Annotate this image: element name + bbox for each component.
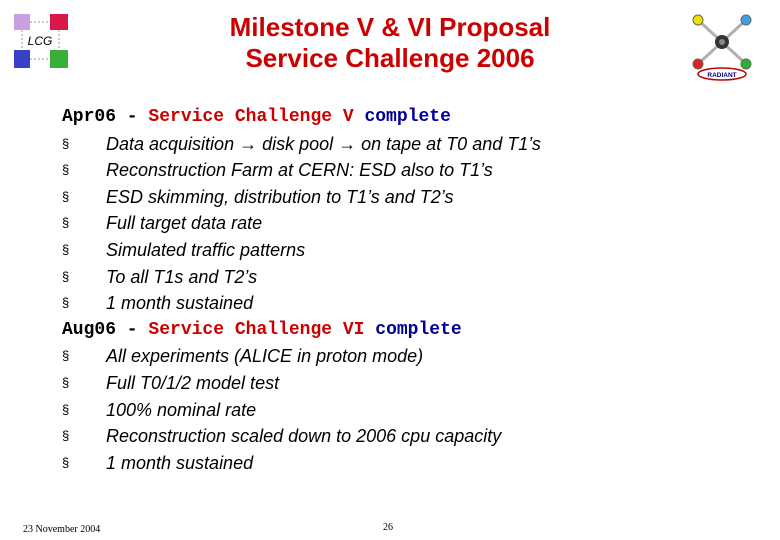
list-item (62, 397, 762, 424)
bullet-marker: § (62, 401, 70, 417)
list-item-text: Full T0/1/2 model test (106, 372, 280, 393)
list-item-text: 1 month sustained (106, 452, 254, 473)
radiant-logo (688, 10, 756, 82)
list-item-text: All experiments (ALICE in proton mode) (106, 346, 424, 367)
list-item (62, 423, 762, 450)
list-item-text: Data acquisition → disk pool → on tape at T0 and T1’s (106, 133, 541, 154)
list-item (62, 237, 762, 264)
section-date: Aug06 - (62, 319, 149, 340)
list-item (62, 290, 762, 317)
list-item-text: To all T1s and T2’s (106, 266, 258, 287)
bullet-marker: § (62, 268, 70, 284)
bullet-marker: § (62, 188, 70, 204)
list-item (62, 264, 762, 291)
title-line-2: Service Challenge 2006 (245, 43, 535, 73)
list-item-text: Simulated traffic patterns (106, 239, 306, 260)
list-item-text: Reconstruction scaled down to 2006 cpu capacity (106, 426, 502, 447)
list-item-text: Reconstruction Farm at CERN: ESD also to T1’s (106, 160, 493, 181)
bullet-marker: § (62, 215, 70, 231)
section-status: complete (364, 319, 462, 340)
slide-content (62, 104, 762, 476)
section-heading-aug06 (62, 317, 762, 344)
bullet-marker: § (62, 162, 70, 178)
list-item (62, 450, 762, 477)
title-line-1: Milestone V & VI Proposal (229, 12, 551, 42)
section-heading-apr06 (62, 104, 762, 131)
list-item-text: 100% nominal rate (106, 399, 257, 420)
section-challenge-name: Service Challenge V (148, 107, 354, 127)
section-status: complete (353, 107, 451, 127)
list-item-text: 1 month sustained (106, 293, 254, 314)
section-date: Apr06 - (62, 107, 149, 127)
list-item (62, 157, 762, 184)
bullet-marker: § (62, 295, 70, 311)
list-item (62, 370, 762, 397)
bullet-marker: § (62, 241, 70, 257)
page-number: 26 (383, 522, 393, 533)
bullet-marker: § (62, 348, 70, 364)
slide-title (160, 12, 620, 74)
section-challenge-name: Service Challenge VI (148, 319, 365, 340)
list-item (62, 210, 762, 237)
list-item-text: Full target data rate (106, 213, 263, 234)
radiant-logo-text: RADIANT (707, 72, 737, 79)
list-item (62, 184, 762, 211)
list-item-text: ESD skimming, distribution to T1’s and T2’s (106, 186, 454, 207)
bullet-marker: § (62, 454, 70, 470)
lcg-logo-text: LCG (27, 34, 53, 48)
list-item (62, 131, 762, 158)
footer-date: 23 November 2004 (23, 524, 101, 535)
lcg-logo (10, 12, 72, 70)
bullet-marker: § (62, 374, 70, 390)
bullet-marker: § (62, 135, 70, 151)
bullet-marker: § (62, 428, 70, 444)
list-item (62, 343, 762, 370)
